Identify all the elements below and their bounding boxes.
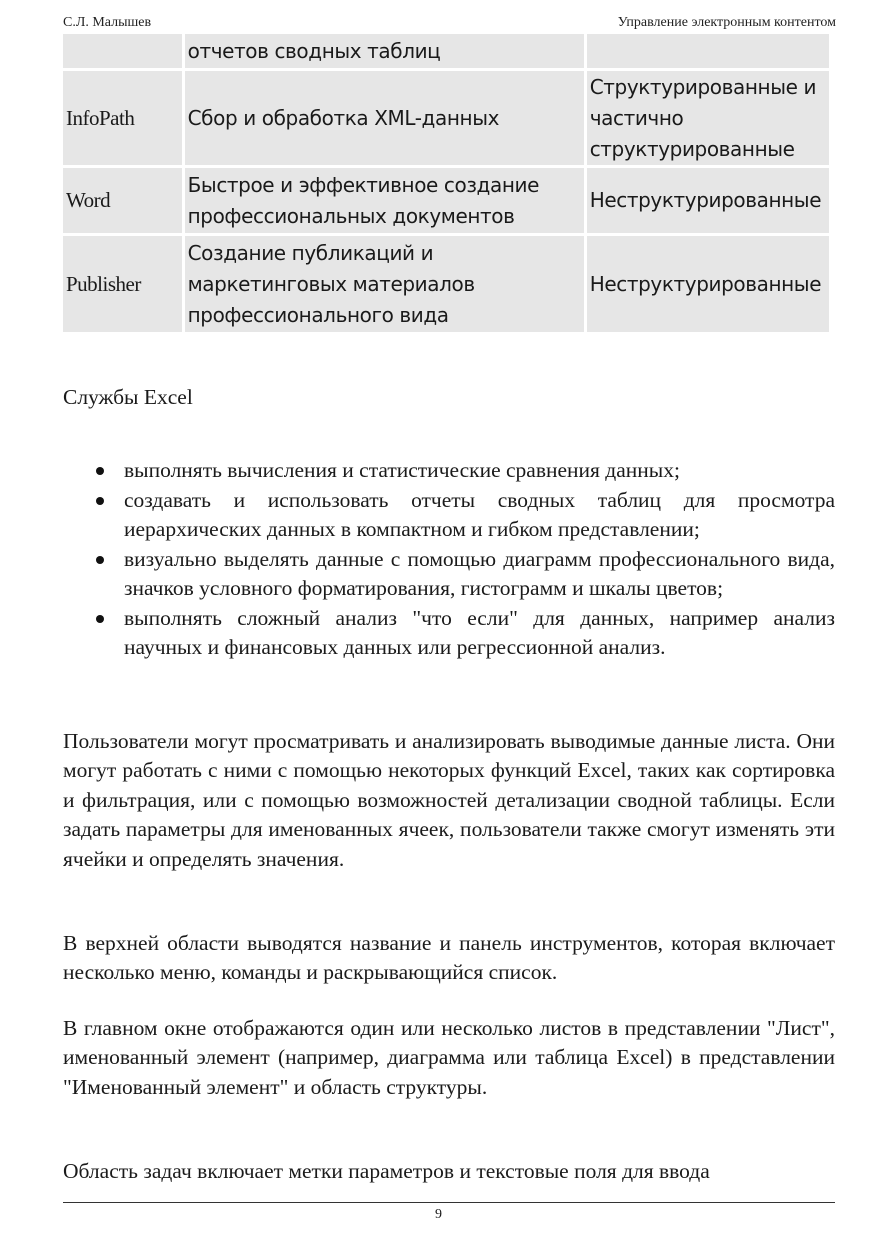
running-header-title: Управление электронным контентом <box>617 15 836 30</box>
table-cell-purpose: Сбор и обработка XML-данных <box>185 71 584 165</box>
table-cell-app: Publisher <box>63 236 182 332</box>
bullet-icon <box>96 615 104 623</box>
footer-divider <box>63 1202 835 1203</box>
bullet-icon <box>96 497 104 505</box>
list-item-text: выполнять сложный анализ "что если" для данных, например анализ научных и финансовых данных или регрессионной анализ. <box>124 605 835 659</box>
table-cell-app: InfoPath <box>63 71 182 165</box>
list-item <box>63 456 835 486</box>
paragraph: Пользователи могут просматривать и анализировать выводимые данные листа. Они могут работать с ними с помощью некоторых функций Excel, таких как сортировка и фильтрация, или с помощью возможностей детализации сводной таблицы. Если задать параметры для именованных ячеек, пользователи также смогут изменять эти ячейки и определять значения. <box>63 729 835 871</box>
list-item-text: создавать и использовать отчеты сводных таблиц для просмотра иерархических данных в компактном и гибком представлении; <box>124 487 835 541</box>
list-item-text: выполнять вычисления и статистические сравнения данных; <box>124 458 680 482</box>
list-item-text: визуально выделять данные с помощью диаграмм профессионального вида, значков условного форматирования, гистограмм и шкалы цветов; <box>124 546 835 600</box>
section-title: Службы Excel <box>63 385 193 409</box>
bullet-list <box>63 456 835 663</box>
table-row <box>63 71 829 165</box>
table-cell-purpose: Быстрое и эффективное создание профессиональных документов <box>185 168 584 233</box>
table-cell-app <box>63 34 182 68</box>
bullet-icon <box>96 467 104 475</box>
bullet-icon <box>96 556 104 564</box>
table-row <box>63 168 829 233</box>
paragraph: В главном окне отображаются один или несколько листов в представлении "Лист", именованный элемент (например, диаграмма или таблица Excel) в представлении "Именованный элемент" и область структуры. <box>63 1016 835 1099</box>
table-cell-app: Word <box>63 168 182 233</box>
table-cell-data-type: Неструктурированные <box>587 168 829 233</box>
page-number: 9 <box>435 1207 442 1222</box>
table-cell-purpose: Создание публикаций и маркетинговых материалов профессионального вида <box>185 236 584 332</box>
list-item <box>63 545 835 604</box>
table-cell-purpose: отчетов сводных таблиц <box>185 34 584 68</box>
table-cell-data-type: Структурированные и частично структурированные <box>587 71 829 165</box>
paragraph: Область задач включает метки параметров и текстовые поля для ввода <box>63 1159 710 1183</box>
list-item <box>63 486 835 545</box>
table-row <box>63 34 829 68</box>
applications-table <box>60 31 832 335</box>
table-cell-data-type <box>587 34 829 68</box>
table-row <box>63 236 829 332</box>
running-header-author: С.Л. Малышев <box>63 15 152 30</box>
paragraph: В верхней области выводятся название и панель инструментов, которая включает несколько меню, команды и раскрывающийся список. <box>63 931 835 985</box>
list-item <box>63 604 835 663</box>
table-cell-data-type: Неструктурированные <box>587 236 829 332</box>
